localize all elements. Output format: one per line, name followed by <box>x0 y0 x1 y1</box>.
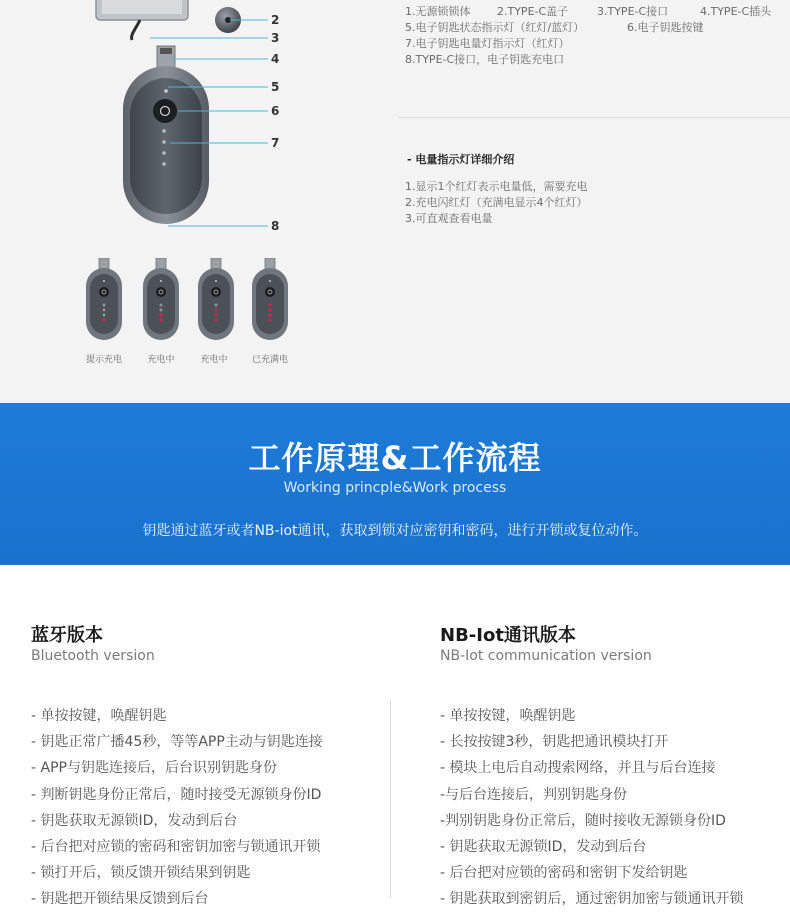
battery-led <box>269 319 272 322</box>
list-item: - 判断钥匙身份正常后，随时接受无源锁身份ID <box>31 786 322 803</box>
work-principle-banner <box>0 403 790 565</box>
battery-item: 3.可直观查看电量 <box>405 212 493 225</box>
list-item: - 模块上电后自动搜索网络，并且与后台连接 <box>440 760 716 777</box>
parts-row <box>405 4 771 20</box>
battery-led <box>215 309 218 312</box>
list-item: - APP与钥匙连接后，后台识别钥匙身份 <box>31 760 277 777</box>
battery-led <box>103 309 106 312</box>
part-number: 8 <box>271 219 280 233</box>
bluetooth-version-title: 蓝牙版本 <box>31 625 103 646</box>
battery-led <box>160 319 163 322</box>
state-caption: 已充满电 <box>251 355 288 365</box>
list-item: - 单按按键，唤醒钥匙 <box>31 708 167 724</box>
state-caption: 提示充电 <box>85 355 122 365</box>
parts-row <box>405 20 771 36</box>
part-item: 1.无源锁锁体 <box>405 5 471 18</box>
nbiot-version-subtitle: NB-Iot communication version <box>440 648 652 664</box>
list-item: - 锁打开后，锁反馈开锁结果到钥匙 <box>31 865 251 882</box>
part-item: 3.TYPE-C接口 <box>597 5 669 18</box>
battery-led <box>269 314 272 317</box>
banner-subtitle: Working princple&Work process <box>283 480 507 496</box>
part-number: 6 <box>271 104 280 118</box>
list-item: - 长按按键3秒，钥匙把通讯模块打开 <box>440 734 669 751</box>
list-item: - 钥匙获取无源锁ID，发动到后台 <box>440 838 647 855</box>
charging-state-key <box>141 258 181 340</box>
battery-led <box>160 309 163 312</box>
banner-title: 工作原理&工作流程 <box>248 439 542 477</box>
battery-indicator-title: - 电量指示灯详细介绍 <box>407 153 515 166</box>
type-c-plug <box>157 46 175 68</box>
part-item: 7.电子钥匙电量灯指示灯（红灯） <box>405 37 570 50</box>
part-item: 6.电子钥匙按键 <box>627 21 704 34</box>
nbiot-version-title: NB-Iot通讯版本 <box>440 625 576 646</box>
status-led <box>164 89 168 93</box>
battery-led <box>103 304 106 307</box>
battery-led <box>269 309 272 312</box>
list-item: - 钥匙获取无源锁ID，发动到后台 <box>31 812 238 829</box>
battery-indicator-list <box>405 179 588 227</box>
column-divider <box>390 700 391 898</box>
battery-item: 2.充电闪红灯（充满电显示4个红灯） <box>405 196 588 209</box>
part-item: 2.TYPE-C盖子 <box>497 5 569 18</box>
battery-led <box>215 304 218 307</box>
state-caption: 充电中 <box>200 355 228 365</box>
battery-led <box>215 314 218 317</box>
list-item: - 后台把对应锁的密码和密钥下发给钥匙 <box>440 865 688 882</box>
battery-item: 1.显示1个红灯表示电量低，需要充电 <box>405 180 588 193</box>
passive-lock-body <box>96 0 188 20</box>
battery-led <box>103 319 106 322</box>
product-diagram <box>0 0 300 250</box>
list-item: -判别钥匙身份正常后，随时接收无源锁身份ID <box>440 812 726 829</box>
list-item: - 钥匙获取到密钥后，通过密钥加密与锁通讯开锁 <box>440 891 744 908</box>
parts-row <box>405 36 771 52</box>
key-button <box>153 99 177 123</box>
state-caption: 充电中 <box>147 355 175 365</box>
charging-state-key <box>196 258 236 340</box>
part-number: 5 <box>271 80 280 94</box>
battery-led <box>215 319 218 322</box>
parts-list <box>405 4 771 68</box>
cable <box>132 20 140 40</box>
part-item: 5.电子钥匙状态指示灯（红灯/蓝灯） <box>405 21 585 34</box>
part-number: 4 <box>271 52 280 66</box>
nbiot-steps <box>440 703 744 913</box>
banner-description: 钥匙通过蓝牙或者NB-iot通讯，获取到锁对应密钥和密码，进行开锁或复位动作。 <box>142 523 648 539</box>
battery-led <box>103 314 106 317</box>
part-item: 8.TYPE-C接口，电子钥匙充电口 <box>405 53 565 66</box>
parts-row <box>405 52 771 68</box>
product-section <box>0 0 790 403</box>
list-item: - 钥匙正常广播45秒，等等APP主动与钥匙连接 <box>31 734 323 751</box>
part-number: 2 <box>271 13 280 27</box>
part-number: 7 <box>271 136 280 150</box>
section-divider <box>398 117 790 118</box>
charging-state-key <box>84 258 124 340</box>
list-item: - 单按按键，唤醒钥匙 <box>440 708 576 724</box>
list-item: - 钥匙把开锁结果反馈到后台 <box>31 891 209 908</box>
battery-led <box>160 304 163 307</box>
battery-led <box>160 314 163 317</box>
bluetooth-version-subtitle: Bluetooth version <box>31 648 155 664</box>
bluetooth-steps <box>31 703 323 913</box>
part-item: 4.TYPE-C插头 <box>700 5 772 18</box>
charging-state-key <box>250 258 290 340</box>
list-item: - 后台把对应锁的密码和密钥加密与锁通讯开锁 <box>31 838 321 855</box>
part-number: 3 <box>271 31 280 45</box>
list-item: -与后台连接后，判别钥匙身份 <box>440 786 628 803</box>
battery-led <box>269 304 272 307</box>
